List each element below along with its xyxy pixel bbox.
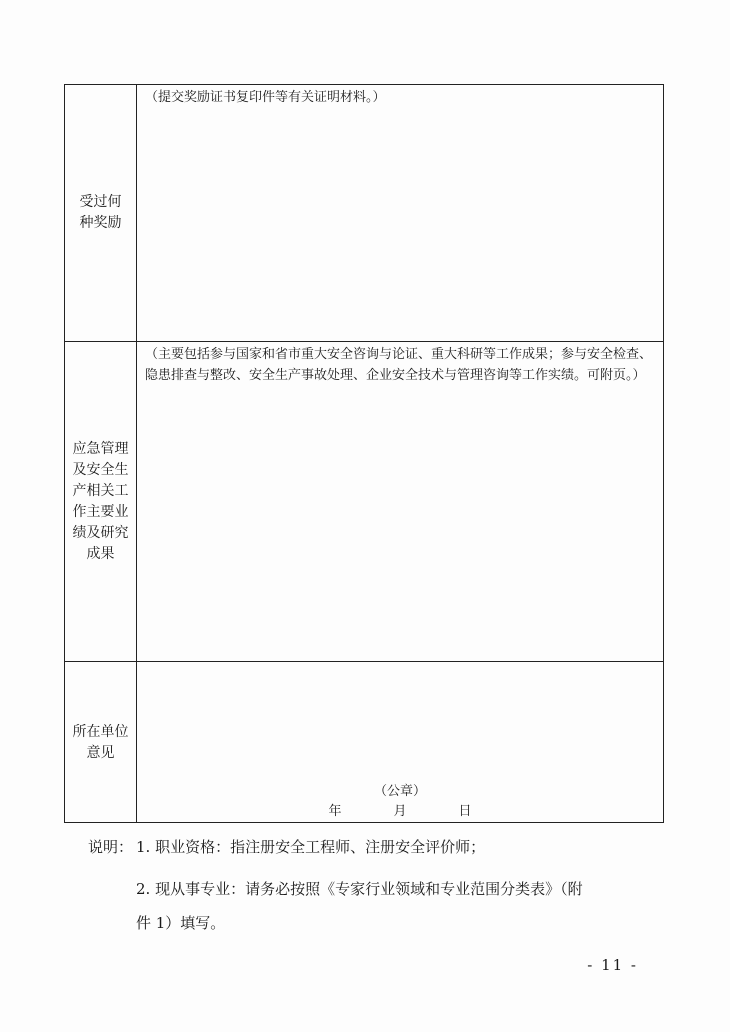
notes-prefix: 说明： — [88, 838, 134, 856]
achievements-label-cell — [65, 342, 137, 661]
achievements-label: 应急管理 及安全生 产相关工 作主要业 绩及研究 成果 — [72, 440, 129, 562]
achievements-content-cell[interactable] — [137, 342, 663, 661]
date-year: 年 — [328, 804, 342, 819]
note-item-2-line-2: 件 1）填写。 — [136, 914, 226, 932]
note-item-1: 1. 职业资格：指注册安全工程师、注册安全评价师； — [136, 838, 486, 856]
note-item-2-line-1: 2. 现从事专业：请务必按照《专家行业领域和专业范围分类表》（附 — [136, 880, 583, 898]
application-form-table — [64, 84, 664, 823]
awards-label-cell — [65, 85, 137, 341]
achievements-row — [65, 341, 663, 661]
employer-opinion-label-cell — [65, 662, 137, 823]
page-number: - 11 - — [587, 956, 638, 974]
employer-opinion-label: 所在单位 意见 — [72, 723, 129, 761]
awards-content-cell[interactable] — [137, 85, 663, 341]
awards-label: 受过何 种奖励 — [79, 194, 122, 231]
awards-instruction: （提交奖励证书复印件等有关证明材料。） — [145, 90, 386, 105]
awards-row — [65, 85, 663, 341]
signature-date — [137, 802, 663, 822]
achievements-instruction: （主要包括参与国家和省市重大安全咨询与论证、重大科研等工作成果；参与安全检查、隐患排查与整改、安全生产事故处理、企业安全技术与管理咨询等工作实绩。可附页。） — [145, 347, 653, 383]
official-seal-label: （公章） — [373, 784, 426, 799]
date-month: 月 — [393, 804, 407, 819]
employer-opinion-content-cell[interactable] — [137, 662, 663, 823]
date-day: 日 — [458, 804, 472, 819]
employer-opinion-row — [65, 661, 663, 823]
